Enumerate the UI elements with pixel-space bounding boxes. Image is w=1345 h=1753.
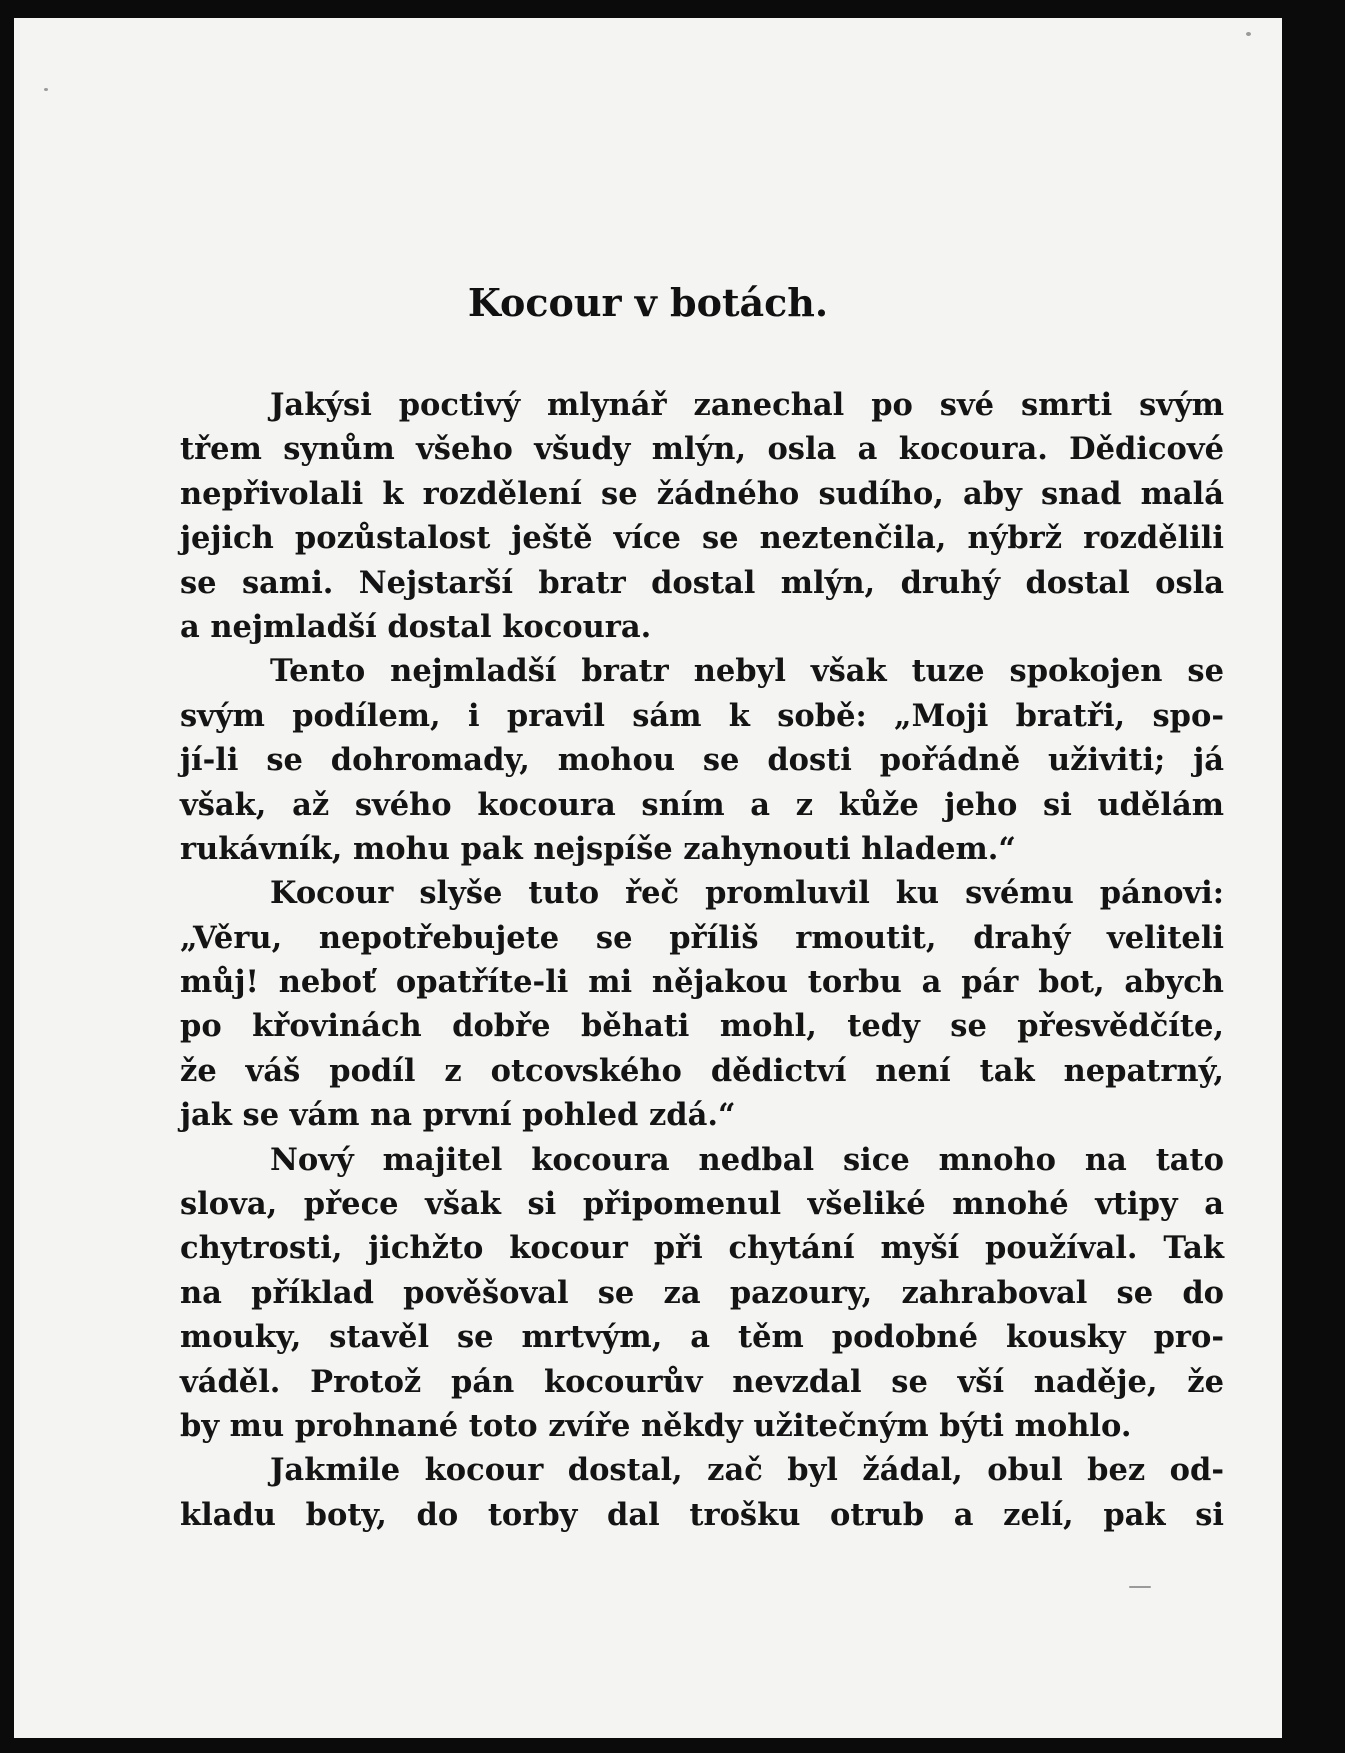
text-line: nepřivolali k rozdělení se žádného sudího, aby snad malá xyxy=(180,475,1224,512)
scanned-page xyxy=(14,18,1282,1738)
text-line: mouky, stavěl se mrtvým, a těm podobné kousky pro- xyxy=(180,1319,1224,1356)
paragraph-1 xyxy=(180,383,1224,649)
text-line: se sami. Nejstarší bratr dostal mlýn, druhý dostal osla xyxy=(180,564,1224,601)
text-line: rukávník, mohu pak nejspíše zahynouti hladem.“ xyxy=(180,830,1016,867)
text-line: kladu boty, do torby dal trošku otrub a zelí, pak si xyxy=(180,1496,1224,1533)
text-line: „Věru, nepotřebujete se příliš rmoutit, drahý veliteli xyxy=(180,919,1224,956)
text-line: můj! neboť opatříte-li mi nějakou torbu a pár bot, abych xyxy=(180,964,1224,1001)
text-line: Tento nejmladší bratr nebyl však tuze spokojen se xyxy=(270,653,1224,690)
text-line: třem synům všeho všudy mlýn, osla a kocoura. Dědicové xyxy=(180,431,1224,468)
body-text xyxy=(180,383,1224,1537)
paragraph-5 xyxy=(180,1448,1224,1537)
text-line: Kocour slyše tuto řeč promluvil ku svému pánovi: xyxy=(270,875,1224,912)
text-line: svým podílem, i pravil sám k sobě: „Moji bratři, spo- xyxy=(180,697,1224,734)
text-line: však, až svého kocoura sním a z kůže jeho si udělám xyxy=(180,786,1224,823)
text-line: by mu prohnané toto zvíře někdy užitečným býti mohlo. xyxy=(180,1407,1132,1444)
text-line: jí-li se dohromady, mohou se dosti pořádně uživiti; já xyxy=(180,742,1224,779)
text-line: Jakýsi poctivý mlynář zanechal po své smrti svým xyxy=(270,387,1224,423)
text-line: že váš podíl z otcovského dědictví není tak nepatrný, xyxy=(180,1052,1224,1089)
paragraph-4 xyxy=(180,1138,1224,1449)
scan-speck xyxy=(1129,1586,1151,1588)
text-line: po křovinách dobře běhati mohl, tedy se přesvědčíte, xyxy=(180,1008,1224,1045)
text-line: jak se vám na první pohled zdá.“ xyxy=(180,1097,736,1134)
page-title: Kocour v botách. xyxy=(467,280,829,325)
paragraph-3 xyxy=(180,871,1224,1137)
text-line: jejich pozůstalost ještě více se neztenčila, nýbrž rozdělili xyxy=(180,520,1224,557)
scan-speck xyxy=(1246,32,1251,36)
text-line: Jakmile kocour dostal, zač byl žádal, obul bez od- xyxy=(270,1452,1224,1489)
text-line: chytrosti, jichžto kocour při chytání myší používal. Tak xyxy=(180,1230,1224,1267)
paragraph-2 xyxy=(180,649,1224,871)
text-line: na příklad pověšoval se za pazoury, zahraboval se do xyxy=(180,1274,1224,1311)
text-line: váděl. Protož pán kocourův nevzdal se vší naděje, že xyxy=(180,1363,1224,1400)
scan-speck xyxy=(44,88,48,91)
text-line: slova, přece však si připomenul všeliké mnohé vtipy a xyxy=(180,1186,1224,1223)
text-line: Nový majitel kocoura nedbal sice mnoho na tato xyxy=(270,1141,1224,1178)
text-line: a nejmladší dostal kocoura. xyxy=(180,608,652,645)
